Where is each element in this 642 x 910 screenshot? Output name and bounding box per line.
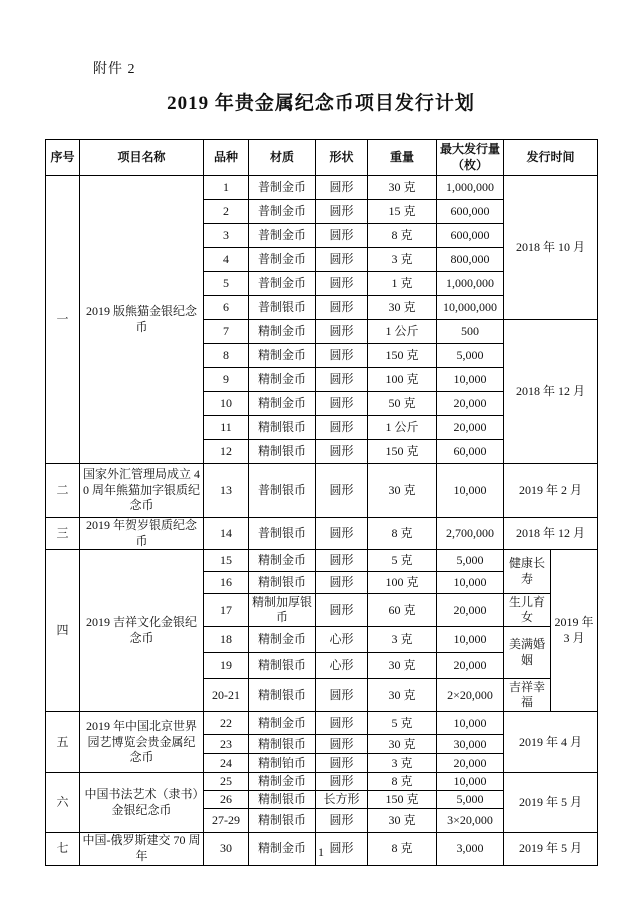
shape-cell: 长方形: [316, 791, 368, 809]
weight-cell: 30 克: [368, 464, 437, 518]
material-cell: 精制银币: [249, 653, 316, 679]
weight-cell: 8 克: [368, 773, 437, 791]
max-issuance-cell: 2×20,000: [437, 679, 504, 712]
variety-cell: 18: [204, 627, 249, 653]
variety-cell: 15: [204, 550, 249, 572]
max-issuance-cell: 2,700,000: [437, 518, 504, 550]
variety-cell: 2: [204, 200, 249, 224]
max-issuance-cell: 500: [437, 320, 504, 344]
max-issuance-cell: 3,000: [437, 833, 504, 865]
section-index-cell: 四: [46, 550, 80, 712]
max-issuance-cell: 800,000: [437, 248, 504, 272]
issue-time-cell: 2019 年 5 月: [504, 773, 598, 833]
weight-cell: 30 克: [368, 296, 437, 320]
shape-cell: 圆形: [316, 754, 368, 773]
shape-cell: 圆形: [316, 679, 368, 712]
issue-time-cell: 2018 年 12 月: [504, 518, 598, 550]
shape-cell: 圆形: [316, 248, 368, 272]
material-cell: 精制金币: [249, 833, 316, 865]
material-cell: 精制金币: [249, 627, 316, 653]
material-cell: 精制金币: [249, 392, 316, 416]
material-cell: 普制金币: [249, 224, 316, 248]
issue-time-cell: 2018 年 12 月: [504, 320, 598, 464]
material-cell: 精制银币: [249, 791, 316, 809]
table-row: [46, 464, 598, 518]
max-issuance-cell: 10,000: [437, 572, 504, 594]
material-cell: 精制铂币: [249, 754, 316, 773]
variety-cell: 14: [204, 518, 249, 550]
shape-cell: 圆形: [316, 712, 368, 735]
weight-cell: 5 克: [368, 712, 437, 735]
variety-cell: 16: [204, 572, 249, 594]
weight-cell: 1 公斤: [368, 416, 437, 440]
issue-time-cell: 2019 年 4 月: [504, 712, 598, 773]
weight-cell: 3 克: [368, 754, 437, 773]
table-row: [46, 176, 598, 200]
page-title: 2019 年贵金属纪念币项目发行计划: [167, 93, 475, 114]
material-cell: 精制金币: [249, 320, 316, 344]
project-name-cell: 2019 年贺岁银质纪念币: [80, 518, 204, 550]
shape-cell: 圆形: [316, 773, 368, 791]
weight-cell: 1 公斤: [368, 320, 437, 344]
material-cell: 精制银币: [249, 679, 316, 712]
weight-cell: 100 克: [368, 368, 437, 392]
issue-time-cell: 2019 年 2 月: [504, 464, 598, 518]
shape-cell: 圆形: [316, 550, 368, 572]
weight-cell: 30 克: [368, 809, 437, 833]
project-name-cell: 2019 版熊猫金银纪念币: [80, 176, 204, 464]
max-issuance-cell: 20,000: [437, 416, 504, 440]
variety-cell: 19: [204, 653, 249, 679]
weight-cell: 30 克: [368, 653, 437, 679]
variety-cell: 24: [204, 754, 249, 773]
material-cell: 精制银币: [249, 416, 316, 440]
section-index-cell: 一: [46, 176, 80, 464]
max-issuance-cell: 20,000: [437, 754, 504, 773]
weight-cell: 3 克: [368, 248, 437, 272]
variety-cell: 13: [204, 464, 249, 518]
shape-cell: 圆形: [316, 416, 368, 440]
shape-cell: 圆形: [316, 440, 368, 464]
shape-cell: 圆形: [316, 392, 368, 416]
max-issuance-cell: 5,000: [437, 550, 504, 572]
max-issuance-cell: 10,000: [437, 368, 504, 392]
max-issuance-cell: 10,000: [437, 627, 504, 653]
material-cell: 普制金币: [249, 200, 316, 224]
header-material: 材质: [249, 140, 316, 176]
project-name-cell: 2019 年中国北京世界园艺博览会贵金属纪念币: [80, 712, 204, 773]
max-issuance-cell: 3×20,000: [437, 809, 504, 833]
header-project-name: 项目名称: [80, 140, 204, 176]
material-cell: 精制银币: [249, 572, 316, 594]
shape-cell: 圆形: [316, 735, 368, 754]
project-name-cell: 中国书法艺术（隶书）金银纪念币: [80, 773, 204, 833]
shape-cell: 圆形: [316, 518, 368, 550]
variety-cell: 10: [204, 392, 249, 416]
shape-cell: 圆形: [316, 368, 368, 392]
section-index-cell: 二: [46, 464, 80, 518]
max-issuance-cell: 600,000: [437, 224, 504, 248]
max-issuance-cell: 10,000,000: [437, 296, 504, 320]
material-cell: 普制金币: [249, 176, 316, 200]
weight-cell: 8 克: [368, 224, 437, 248]
weight-cell: 1 克: [368, 272, 437, 296]
shape-cell: 圆形: [316, 464, 368, 518]
shape-cell: 圆形: [316, 272, 368, 296]
issuance-plan-table: [45, 139, 598, 866]
variety-cell: 22: [204, 712, 249, 735]
variety-cell: 5: [204, 272, 249, 296]
header-issue-time: 发行时间: [504, 140, 598, 176]
shape-cell: 圆形: [316, 224, 368, 248]
variety-cell: 8: [204, 344, 249, 368]
shape-cell: 心形: [316, 627, 368, 653]
shape-cell: 圆形: [316, 809, 368, 833]
weight-cell: 50 克: [368, 392, 437, 416]
weight-cell: 150 克: [368, 440, 437, 464]
weight-cell: 30 克: [368, 735, 437, 754]
max-issuance-cell: 60,000: [437, 440, 504, 464]
max-issuance-cell: 10,000: [437, 464, 504, 518]
max-issuance-cell: 30,000: [437, 735, 504, 754]
project-name-cell: 中国-俄罗斯建交 70 周年: [80, 833, 204, 865]
material-cell: 普制银币: [249, 518, 316, 550]
max-issuance-cell: 20,000: [437, 653, 504, 679]
weight-cell: 3 克: [368, 627, 437, 653]
max-issuance-cell: 10,000: [437, 712, 504, 735]
max-issuance-cell: 10,000: [437, 773, 504, 791]
weight-cell: 150 克: [368, 791, 437, 809]
shape-cell: 圆形: [316, 176, 368, 200]
variety-cell: 1: [204, 176, 249, 200]
section-index-cell: 七: [46, 833, 80, 865]
weight-cell: 30 克: [368, 679, 437, 712]
material-cell: 精制加厚银币: [249, 594, 316, 627]
section-index-cell: 三: [46, 518, 80, 550]
header-row: [46, 140, 598, 176]
table-row: [46, 773, 598, 791]
max-issuance-cell: 5,000: [437, 791, 504, 809]
material-cell: 精制金币: [249, 368, 316, 392]
weight-cell: 8 克: [368, 833, 437, 865]
max-issuance-cell: 20,000: [437, 392, 504, 416]
variety-cell: 17: [204, 594, 249, 627]
material-cell: 精制金币: [249, 344, 316, 368]
table-row: [46, 550, 598, 572]
max-issuance-cell: 1,000,000: [437, 176, 504, 200]
material-cell: 普制金币: [249, 248, 316, 272]
section-index-cell: 六: [46, 773, 80, 833]
header-seq: 序号: [46, 140, 80, 176]
header-variety: 品种: [204, 140, 249, 176]
variety-cell: 3: [204, 224, 249, 248]
shape-cell: 圆形: [316, 833, 368, 865]
variety-cell: 26: [204, 791, 249, 809]
variety-cell: 7: [204, 320, 249, 344]
attachment-label: 附件 2: [93, 62, 136, 77]
shape-cell: 圆形: [316, 594, 368, 627]
table-row: [46, 518, 598, 550]
variety-cell: 9: [204, 368, 249, 392]
shape-cell: 圆形: [316, 200, 368, 224]
variety-cell: 25: [204, 773, 249, 791]
variety-cell: 6: [204, 296, 249, 320]
weight-cell: 15 克: [368, 200, 437, 224]
weight-cell: 8 克: [368, 518, 437, 550]
theme-cell: 健康长寿: [504, 550, 551, 594]
variety-cell: 23: [204, 735, 249, 754]
shape-cell: 心形: [316, 653, 368, 679]
header-shape: 形状: [316, 140, 368, 176]
shape-cell: 圆形: [316, 572, 368, 594]
project-name-cell: 国家外汇管理局成立 40 周年熊猫加字银质纪念币: [80, 464, 204, 518]
material-cell: 精制银币: [249, 735, 316, 754]
material-cell: 普制银币: [249, 296, 316, 320]
issue-time-cell: 2019 年 3 月: [551, 550, 598, 712]
max-issuance-cell: 20,000: [437, 594, 504, 627]
issue-time-cell: 2019 年 5 月: [504, 833, 598, 865]
theme-cell: 生儿育女: [504, 594, 551, 627]
max-issuance-cell: 600,000: [437, 200, 504, 224]
variety-cell: 27-29: [204, 809, 249, 833]
material-cell: 精制银币: [249, 809, 316, 833]
theme-cell: 美满婚姻: [504, 627, 551, 679]
weight-cell: 30 克: [368, 176, 437, 200]
issue-time-cell: 2018 年 10 月: [504, 176, 598, 320]
material-cell: 精制金币: [249, 550, 316, 572]
header-max-issuance: 最大发行量（枚）: [437, 140, 504, 176]
weight-cell: 100 克: [368, 572, 437, 594]
weight-cell: 150 克: [368, 344, 437, 368]
variety-cell: 4: [204, 248, 249, 272]
table-row: [46, 712, 598, 735]
material-cell: 精制银币: [249, 440, 316, 464]
shape-cell: 圆形: [316, 344, 368, 368]
shape-cell: 圆形: [316, 296, 368, 320]
material-cell: 普制银币: [249, 464, 316, 518]
header-weight: 重量: [368, 140, 437, 176]
variety-cell: 12: [204, 440, 249, 464]
variety-cell: 11: [204, 416, 249, 440]
section-index-cell: 五: [46, 712, 80, 773]
material-cell: 精制金币: [249, 712, 316, 735]
max-issuance-cell: 5,000: [437, 344, 504, 368]
variety-cell: 30: [204, 833, 249, 865]
material-cell: 普制金币: [249, 272, 316, 296]
material-cell: 精制金币: [249, 773, 316, 791]
max-issuance-cell: 1,000,000: [437, 272, 504, 296]
variety-cell: 20-21: [204, 679, 249, 712]
project-name-cell: 2019 吉祥文化金银纪念币: [80, 550, 204, 712]
weight-cell: 60 克: [368, 594, 437, 627]
shape-cell: 圆形: [316, 320, 368, 344]
page-number: 1: [318, 845, 324, 859]
theme-cell: 吉祥幸福: [504, 679, 551, 712]
weight-cell: 5 克: [368, 550, 437, 572]
